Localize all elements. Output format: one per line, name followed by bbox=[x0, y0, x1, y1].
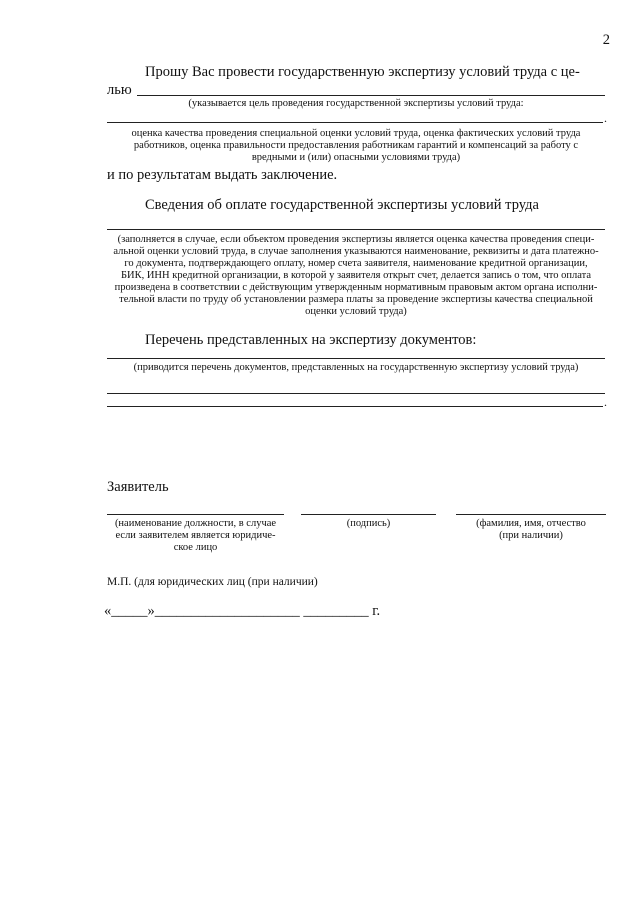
payment-hint-line: произведена в соответствии с действующим утвержденным нормативным правовым актом органа исполни- bbox=[114, 282, 598, 293]
position-hint-line: если заявителем является юридиче- bbox=[115, 530, 276, 541]
date-day-field[interactable]: _____ bbox=[111, 603, 148, 619]
date-close-quote: » bbox=[147, 603, 155, 619]
purpose-field-line-1[interactable] bbox=[137, 95, 605, 96]
payment-hint-line: альной оценки условий труда, в случае заполнения указываются наименование, реквизиты и дата платежно- bbox=[113, 246, 599, 257]
payment-field-line[interactable] bbox=[107, 229, 605, 230]
documents-field-line-3[interactable] bbox=[107, 406, 603, 407]
name-field-line[interactable] bbox=[456, 514, 606, 515]
position-field-line[interactable] bbox=[107, 514, 284, 515]
documents-end-dot: . bbox=[604, 395, 607, 409]
purpose-hint-2: оценка качества проведения специальной оценки условий труда, оценка фактических условий труда bbox=[131, 128, 581, 139]
documents-heading: Перечень представленных на экспертизу документов: bbox=[145, 332, 477, 348]
request-line-2: лью bbox=[107, 82, 132, 98]
date-line bbox=[104, 602, 380, 620]
position-hint-line: (наименование должности, в случае bbox=[114, 518, 277, 529]
purpose-end-dot: . bbox=[604, 111, 607, 125]
request-line-1: Прошу Вас провести государственную экспертизу условий труда с це- bbox=[145, 64, 580, 80]
documents-field-line-2[interactable] bbox=[107, 393, 605, 394]
position-hint bbox=[107, 518, 284, 554]
payment-hint-line: БИК, ИНН кредитной организации, в которой у заявителя открыт счет, делается запись о том, что оплата bbox=[120, 270, 592, 281]
purpose-hint-3: работников, оценка правильности предоставления работникам гарантий и компенсаций за работу с bbox=[133, 140, 579, 151]
signature-hint: (подпись) bbox=[346, 518, 391, 529]
purpose-hint-4: вредными и (или) опасными условиями труда) bbox=[251, 152, 461, 163]
documents-field-line-1[interactable] bbox=[107, 358, 605, 359]
purpose-hint-1: (указывается цель проведения государственной экспертизы условий труда: bbox=[188, 98, 524, 109]
date-year-suffix: г. bbox=[372, 603, 381, 619]
name-hint bbox=[456, 518, 606, 542]
applicant-label: Заявитель bbox=[107, 479, 169, 495]
position-hint-line: ское лицо bbox=[173, 542, 218, 553]
conclusion-text: и по результатам выдать заключение. bbox=[107, 167, 338, 183]
documents-hint: (приводится перечень документов, представленных на государственную экспертизу условий труда) bbox=[133, 362, 579, 373]
payment-hint-line: го документа, подтверждающего оплату, номер счета заявителя, наименование кредитной организации, bbox=[124, 258, 588, 269]
date-open-quote: « bbox=[104, 603, 112, 619]
payment-hint-line: (заполняется в случае, если объектом проведения экспертизы является оценка качества проведения специ- bbox=[117, 234, 595, 245]
payment-hint-line: оценки условий труда) bbox=[305, 306, 407, 317]
purpose-field-line-2[interactable] bbox=[107, 122, 603, 123]
date-month-field[interactable]: ____________________ bbox=[154, 603, 300, 619]
payment-heading: Сведения об оплате государственной экспертизы условий труда bbox=[145, 197, 539, 213]
date-year-field[interactable]: _________ bbox=[303, 603, 369, 619]
payment-hint-line: тельной власти по труду об установлении размера платы за проведение экспертизы качества специальной bbox=[119, 294, 593, 305]
name-hint-line: (при наличии) bbox=[499, 530, 563, 541]
seal-note: М.П. (для юридических лиц (при наличии) bbox=[107, 576, 318, 588]
page-number: 2 bbox=[602, 32, 610, 48]
name-hint-line: (фамилия, имя, отчество bbox=[476, 518, 586, 529]
signature-field-line[interactable] bbox=[301, 514, 436, 515]
payment-hint bbox=[107, 234, 605, 318]
